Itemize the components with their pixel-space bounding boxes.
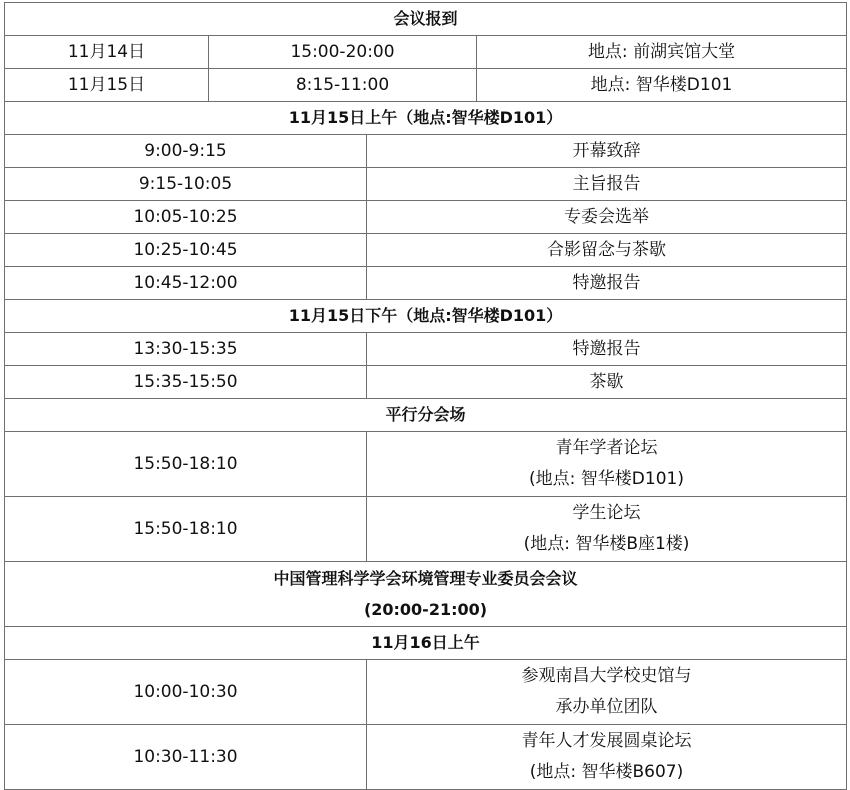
- committee-title: 中国管理科学学会环境管理专业委员会会议: [273, 569, 578, 588]
- session-item: 特邀报告: [367, 333, 847, 366]
- section-title-afternoon: 11月15日下午（地点:智华楼D101）: [5, 300, 847, 333]
- session-item: 特邀报告: [367, 267, 847, 300]
- session-time: 9:15-10:05: [5, 168, 367, 201]
- session-item: [367, 432, 847, 497]
- registration-row: [5, 36, 847, 69]
- conference-schedule-table: [4, 2, 847, 790]
- session-time: 13:30-15:35: [5, 333, 367, 366]
- schedule-row: [5, 497, 847, 562]
- section-title-parallel: 平行分会场: [5, 399, 847, 432]
- registration-time: 8:15-11:00: [209, 69, 477, 102]
- schedule-row: [5, 201, 847, 234]
- schedule-row: [5, 267, 847, 300]
- schedule-row: [5, 333, 847, 366]
- schedule-row: [5, 168, 847, 201]
- registration-date: 11月14日: [5, 36, 209, 69]
- session-time: 15:35-15:50: [5, 366, 367, 399]
- registration-time: 15:00-20:00: [209, 36, 477, 69]
- session-time: 10:45-12:00: [5, 267, 367, 300]
- session-time: 10:05-10:25: [5, 201, 367, 234]
- session-item: 专委会选举: [367, 201, 847, 234]
- registration-place: 地点: 智华楼D101: [477, 69, 847, 102]
- session-location: (地点: 智华楼D101): [529, 469, 684, 489]
- schedule-row: [5, 725, 847, 790]
- session-name: 青年人才发展圆桌论坛: [521, 731, 692, 751]
- session-item: 开幕致辞: [367, 135, 847, 168]
- registration-place: 地点: 前湖宾馆大堂: [477, 36, 847, 69]
- session-item: [367, 725, 847, 790]
- committee-time: (20:00-21:00): [363, 600, 488, 619]
- section-header-row: [5, 102, 847, 135]
- session-item: 合影留念与茶歇: [367, 234, 847, 267]
- section-header-row: [5, 627, 847, 660]
- session-name: 参观南昌大学校史馆与: [521, 666, 692, 686]
- session-item: 茶歇: [367, 366, 847, 399]
- section-title-registration: 会议报到: [5, 3, 847, 36]
- section-title-day16: 11月16日上午: [5, 627, 847, 660]
- schedule-table-wrapper: [4, 2, 846, 790]
- section-header-row: [5, 300, 847, 333]
- session-name-continued: 承办单位团队: [555, 697, 658, 717]
- section-header-row: [5, 399, 847, 432]
- session-name: 青年学者论坛: [555, 438, 658, 458]
- session-time: 15:50-18:10: [5, 432, 367, 497]
- session-location: (地点: 智华楼B607): [529, 762, 684, 782]
- schedule-row: [5, 135, 847, 168]
- session-time: 10:30-11:30: [5, 725, 367, 790]
- registration-date: 11月15日: [5, 69, 209, 102]
- session-location: (地点: 智华楼B座1楼): [523, 534, 690, 554]
- session-item: 主旨报告: [367, 168, 847, 201]
- session-time: 10:25-10:45: [5, 234, 367, 267]
- session-name: 学生论坛: [572, 503, 641, 523]
- section-header-row: [5, 3, 847, 36]
- section-title-morning: 11月15日上午（地点:智华楼D101）: [5, 102, 847, 135]
- session-time: 10:00-10:30: [5, 660, 367, 725]
- schedule-row: [5, 366, 847, 399]
- session-item: [367, 660, 847, 725]
- section-header-row: [5, 562, 847, 627]
- schedule-row: [5, 234, 847, 267]
- session-item: [367, 497, 847, 562]
- session-time: 15:50-18:10: [5, 497, 367, 562]
- schedule-row: [5, 660, 847, 725]
- schedule-row: [5, 432, 847, 497]
- registration-row: [5, 69, 847, 102]
- section-title-committee: [5, 562, 847, 627]
- session-time: 9:00-9:15: [5, 135, 367, 168]
